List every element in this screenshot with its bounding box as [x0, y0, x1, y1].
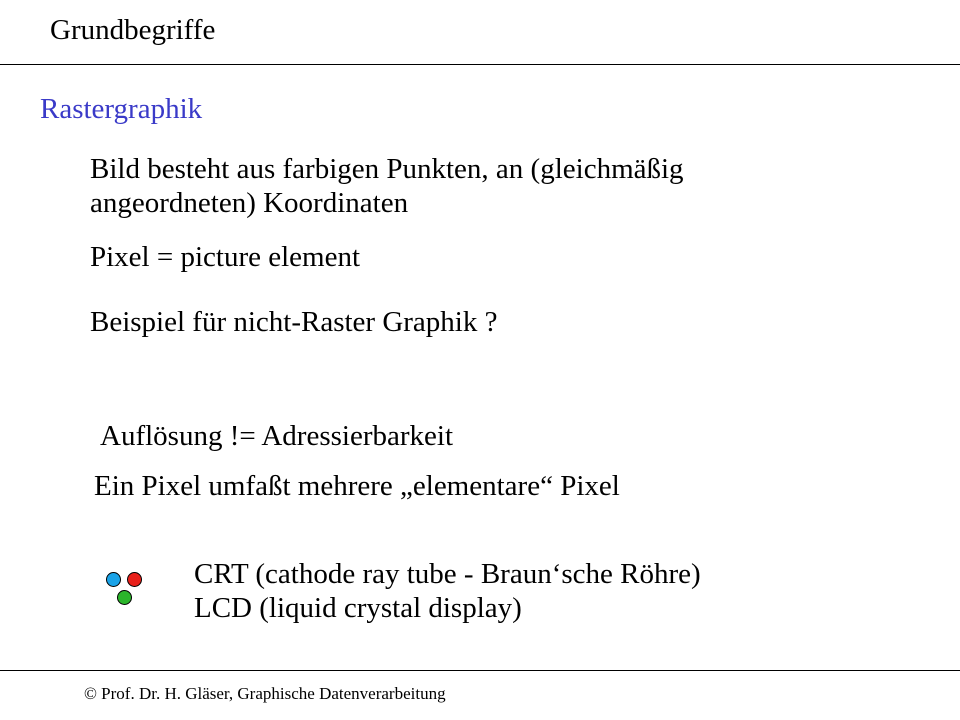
lcd-line: LCD (liquid crystal display) [194, 592, 522, 624]
red-dot-icon [127, 572, 142, 587]
header-divider [0, 64, 960, 65]
definition-line-2: angeordneten) Koordinaten [90, 187, 409, 219]
pixel-definition: Pixel = picture element [90, 241, 361, 273]
definition-line-1: Bild besteht aus farbigen Punkten, an (gleichmäßig [90, 153, 684, 185]
question-text: Beispiel für nicht-Raster Graphik ? [90, 306, 498, 338]
resolution-text: Auflösung != Adressierbarkeit [100, 420, 453, 452]
definition-text [90, 152, 684, 220]
blue-dot-icon [106, 572, 121, 587]
crt-line: CRT (cathode ray tube - Braun‘sche Röhre) [194, 558, 701, 590]
display-types [194, 557, 701, 625]
green-dot-icon [117, 590, 132, 605]
footer-text: © Prof. Dr. H. Gläser, Graphische Datenverarbeitung [84, 684, 446, 703]
slide-title: Grundbegriffe [50, 14, 216, 46]
elementary-pixel-text: Ein Pixel umfaßt mehrere „elementare“ Pixel [94, 470, 620, 502]
section-heading: Rastergraphik [40, 93, 203, 125]
rgb-subpixel-dots-icon [106, 570, 146, 610]
footer-divider [0, 670, 960, 671]
